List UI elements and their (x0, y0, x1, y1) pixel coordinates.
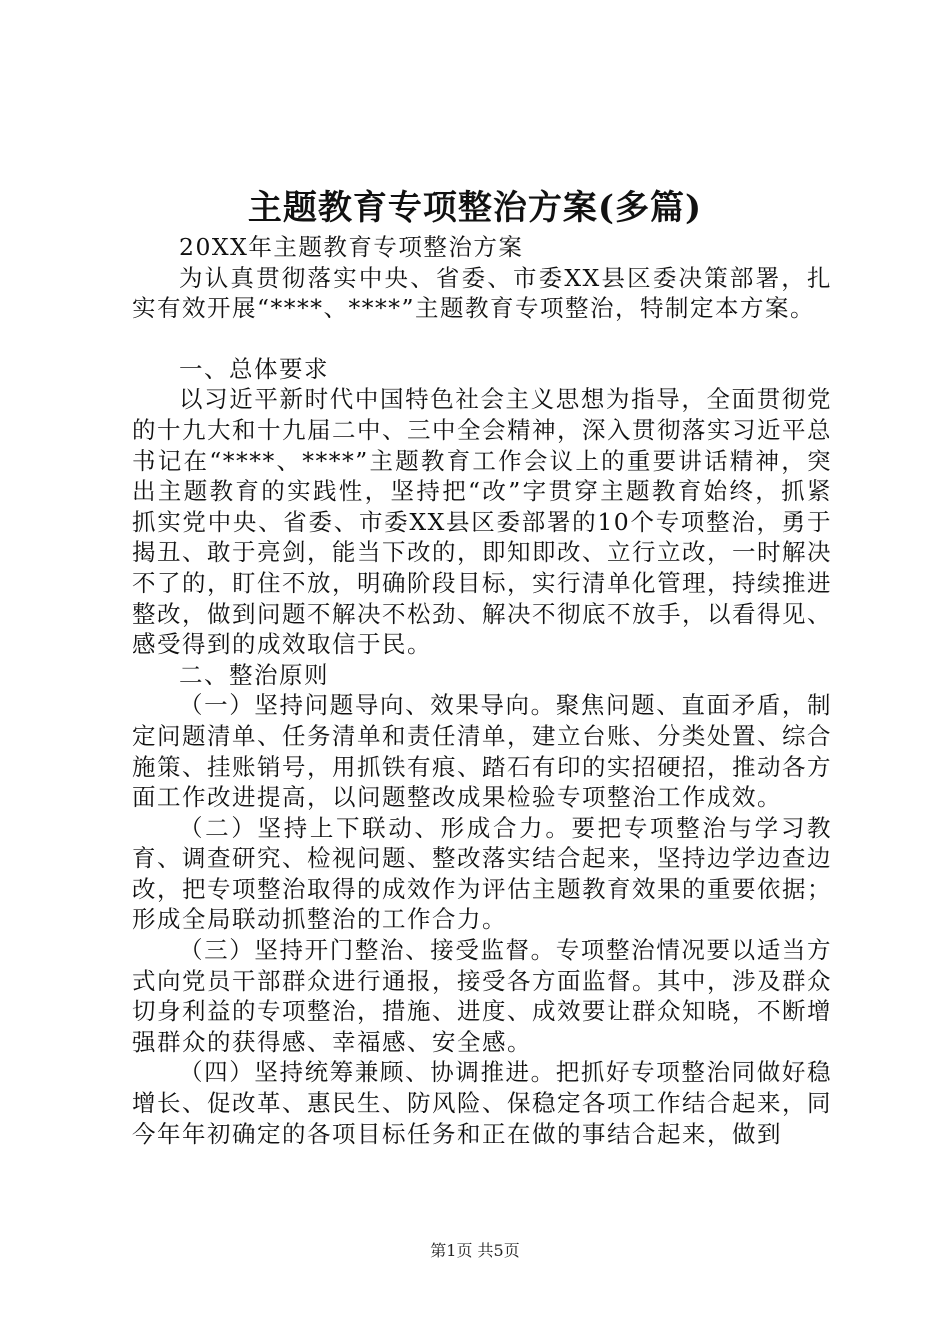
paragraph-general-requirements: 以习近平新时代中国特色社会主义思想为指导，全面贯彻党的十九大和十九届二中、三中全会精神，深入贯彻落实习近平总书记在“****、****”主题教育工作会议上的重要讲话精神，突出主题教育的实践性，坚持把“改”字贯穿主题教育始终，抓紧抓实党中央、省委、市委XX县区委部署的10个专项整治，勇于揭丑、敢于亮剑，能当下改的，即知即改、立行立改，一时解决不了的，盯住不放，明确阶段目标，实行清单化管理，持续推进整改，做到问题不解决不松劲、解决不彻底不放手，以看得见、感受得到的成效取信于民。 (132, 385, 832, 659)
paragraph-principle-1: （一）坚持问题导向、效果导向。聚焦问题、直面矛盾，制定问题清单、任务清单和责任清单，建立台账、分类处置、综合施策、挂账销号，用抓铁有痕、踏石有印的实招硬招，推动各方面工作改进提高，以问题整改成果检验专项整治工作成效。 (132, 691, 832, 812)
paragraph-intro: 为认真贯彻落实中央、省委、市委XX县区委决策部署，扎实有效开展“****、****”主题教育专项整治，特制定本方案。 (132, 263, 832, 323)
paragraph-principle-4: （四）坚持统筹兼顾、协调推进。把抓好专项整治同做好稳增长、促改革、惠民生、防风险、保稳定各项工作结合起来，同今年年初确定的各项目标任务和正在做的事结合起来，做到 (132, 1058, 832, 1148)
section-heading-principles: 二、整治原则 (179, 660, 329, 689)
paragraph-plan-heading: 20XX年主题教育专项整治方案 (179, 233, 524, 261)
page-footer: 第1页 共5页 (430, 1241, 520, 1260)
paragraph-principle-2: （二）坚持上下联动、形成合力。要把专项整治与学习教育、调查研究、检视问题、整改落实结合起来，坚持边学边查边改，把专项整治取得的成效作为评估主题教育效果的重要依据；形成全局联动抓整治的工作合力。 (132, 813, 832, 934)
document-title: 主题教育专项整治方案(多篇) (247, 188, 703, 228)
section-heading-general-requirements: 一、总体要求 (179, 354, 329, 383)
document-body (132, 232, 832, 1149)
paragraph-principle-3: （三）坚持开门整治、接受监督。专项整治情况要以适当方式向党员干部群众进行通报，接受各方面监督。其中，涉及群众切身利益的专项整治，措施、进度、成效要让群众知晓，不断增强群众的获得感、幸福感、安全感。 (132, 936, 832, 1056)
paragraph-spacer (132, 324, 832, 354)
